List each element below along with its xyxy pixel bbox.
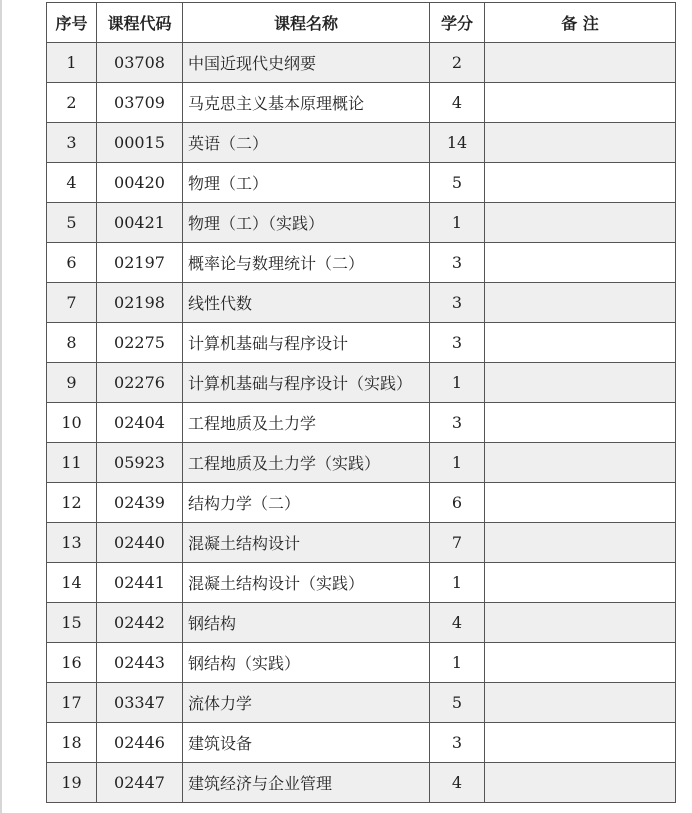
cell-serial: 18 bbox=[47, 723, 97, 763]
cell-serial: 2 bbox=[47, 83, 97, 123]
table-row bbox=[47, 483, 676, 523]
cell-credits: 7 bbox=[430, 523, 485, 563]
table-row bbox=[47, 283, 676, 323]
table-row bbox=[47, 363, 676, 403]
cell-remarks bbox=[485, 443, 676, 483]
cell-course-name: 结构力学（二） bbox=[183, 483, 430, 523]
cell-serial: 17 bbox=[47, 683, 97, 723]
cell-remarks bbox=[485, 483, 676, 523]
cell-remarks bbox=[485, 643, 676, 683]
cell-remarks bbox=[485, 683, 676, 723]
table-row bbox=[47, 83, 676, 123]
table-row bbox=[47, 443, 676, 483]
cell-course-name: 物理（工）（实践） bbox=[183, 203, 430, 243]
cell-course-name: 钢结构（实践） bbox=[183, 643, 430, 683]
cell-course-code: 02440 bbox=[97, 523, 183, 563]
cell-course-code: 00421 bbox=[97, 203, 183, 243]
cell-credits: 3 bbox=[430, 403, 485, 443]
cell-course-name: 物理（工） bbox=[183, 163, 430, 203]
cell-credits: 4 bbox=[430, 603, 485, 643]
cell-course-code: 02441 bbox=[97, 563, 183, 603]
cell-remarks bbox=[485, 603, 676, 643]
cell-remarks bbox=[485, 123, 676, 163]
cell-course-name: 建筑设备 bbox=[183, 723, 430, 763]
cell-serial: 14 bbox=[47, 563, 97, 603]
cell-credits: 4 bbox=[430, 763, 485, 803]
cell-course-code: 02446 bbox=[97, 723, 183, 763]
table-row bbox=[47, 563, 676, 603]
cell-remarks bbox=[485, 403, 676, 443]
cell-course-name: 工程地质及土力学 bbox=[183, 403, 430, 443]
cell-credits: 2 bbox=[430, 43, 485, 83]
table-row bbox=[47, 763, 676, 803]
cell-remarks bbox=[485, 363, 676, 403]
cell-serial: 3 bbox=[47, 123, 97, 163]
table-row bbox=[47, 603, 676, 643]
cell-course-name: 线性代数 bbox=[183, 283, 430, 323]
cell-credits: 1 bbox=[430, 203, 485, 243]
cell-course-name: 计算机基础与程序设计（实践） bbox=[183, 363, 430, 403]
cell-course-code: 02198 bbox=[97, 283, 183, 323]
cell-credits: 3 bbox=[430, 243, 485, 283]
cell-course-code: 02275 bbox=[97, 323, 183, 363]
header-serial: 序号 bbox=[47, 3, 97, 43]
cell-course-code: 02404 bbox=[97, 403, 183, 443]
table-row bbox=[47, 723, 676, 763]
header-course-code: 课程代码 bbox=[97, 3, 183, 43]
cell-course-code: 02197 bbox=[97, 243, 183, 283]
cell-course-name: 钢结构 bbox=[183, 603, 430, 643]
cell-credits: 14 bbox=[430, 123, 485, 163]
table-header-row bbox=[47, 3, 676, 43]
cell-course-code: 03708 bbox=[97, 43, 183, 83]
cell-remarks bbox=[485, 43, 676, 83]
cell-credits: 3 bbox=[430, 283, 485, 323]
cell-serial: 6 bbox=[47, 243, 97, 283]
table-row bbox=[47, 323, 676, 363]
cell-course-code: 02443 bbox=[97, 643, 183, 683]
cell-credits: 5 bbox=[430, 683, 485, 723]
cell-course-code: 00015 bbox=[97, 123, 183, 163]
cell-course-name: 工程地质及土力学（实践） bbox=[183, 443, 430, 483]
cell-remarks bbox=[485, 283, 676, 323]
cell-course-code: 05923 bbox=[97, 443, 183, 483]
cell-course-code: 02442 bbox=[97, 603, 183, 643]
cell-remarks bbox=[485, 723, 676, 763]
table-row bbox=[47, 643, 676, 683]
cell-course-code: 00420 bbox=[97, 163, 183, 203]
cell-serial: 11 bbox=[47, 443, 97, 483]
page-edge bbox=[0, 0, 2, 813]
cell-serial: 15 bbox=[47, 603, 97, 643]
table-row bbox=[47, 203, 676, 243]
cell-serial: 7 bbox=[47, 283, 97, 323]
cell-course-name: 计算机基础与程序设计 bbox=[183, 323, 430, 363]
table-row bbox=[47, 163, 676, 203]
cell-course-code: 03709 bbox=[97, 83, 183, 123]
cell-credits: 1 bbox=[430, 363, 485, 403]
cell-credits: 3 bbox=[430, 323, 485, 363]
cell-remarks bbox=[485, 83, 676, 123]
cell-serial: 12 bbox=[47, 483, 97, 523]
cell-course-name: 中国近现代史纲要 bbox=[183, 43, 430, 83]
cell-credits: 6 bbox=[430, 483, 485, 523]
cell-remarks bbox=[485, 163, 676, 203]
cell-serial: 19 bbox=[47, 763, 97, 803]
cell-course-code: 02439 bbox=[97, 483, 183, 523]
header-course-name: 课程名称 bbox=[183, 3, 430, 43]
table-row bbox=[47, 243, 676, 283]
cell-course-name: 英语（二） bbox=[183, 123, 430, 163]
cell-course-name: 建筑经济与企业管理 bbox=[183, 763, 430, 803]
cell-course-name: 概率论与数理统计（二） bbox=[183, 243, 430, 283]
course-table bbox=[46, 2, 676, 803]
cell-remarks bbox=[485, 243, 676, 283]
cell-remarks bbox=[485, 523, 676, 563]
cell-credits: 1 bbox=[430, 563, 485, 603]
cell-serial: 4 bbox=[47, 163, 97, 203]
table-row bbox=[47, 523, 676, 563]
cell-credits: 4 bbox=[430, 83, 485, 123]
table-row bbox=[47, 683, 676, 723]
cell-remarks bbox=[485, 563, 676, 603]
cell-course-name: 流体力学 bbox=[183, 683, 430, 723]
cell-course-name: 混凝土结构设计 bbox=[183, 523, 430, 563]
cell-serial: 1 bbox=[47, 43, 97, 83]
cell-serial: 16 bbox=[47, 643, 97, 683]
cell-credits: 1 bbox=[430, 443, 485, 483]
table-row bbox=[47, 43, 676, 83]
cell-serial: 9 bbox=[47, 363, 97, 403]
header-credits: 学分 bbox=[430, 3, 485, 43]
cell-credits: 5 bbox=[430, 163, 485, 203]
cell-serial: 10 bbox=[47, 403, 97, 443]
cell-course-code: 03347 bbox=[97, 683, 183, 723]
table-row bbox=[47, 403, 676, 443]
cell-course-name: 马克思主义基本原理概论 bbox=[183, 83, 430, 123]
cell-course-name: 混凝土结构设计（实践） bbox=[183, 563, 430, 603]
cell-serial: 8 bbox=[47, 323, 97, 363]
cell-remarks bbox=[485, 763, 676, 803]
cell-remarks bbox=[485, 323, 676, 363]
cell-remarks bbox=[485, 203, 676, 243]
table-row bbox=[47, 123, 676, 163]
cell-credits: 3 bbox=[430, 723, 485, 763]
cell-serial: 13 bbox=[47, 523, 97, 563]
cell-serial: 5 bbox=[47, 203, 97, 243]
cell-credits: 1 bbox=[430, 643, 485, 683]
cell-course-code: 02276 bbox=[97, 363, 183, 403]
cell-course-code: 02447 bbox=[97, 763, 183, 803]
header-remarks: 备 注 bbox=[485, 3, 676, 43]
